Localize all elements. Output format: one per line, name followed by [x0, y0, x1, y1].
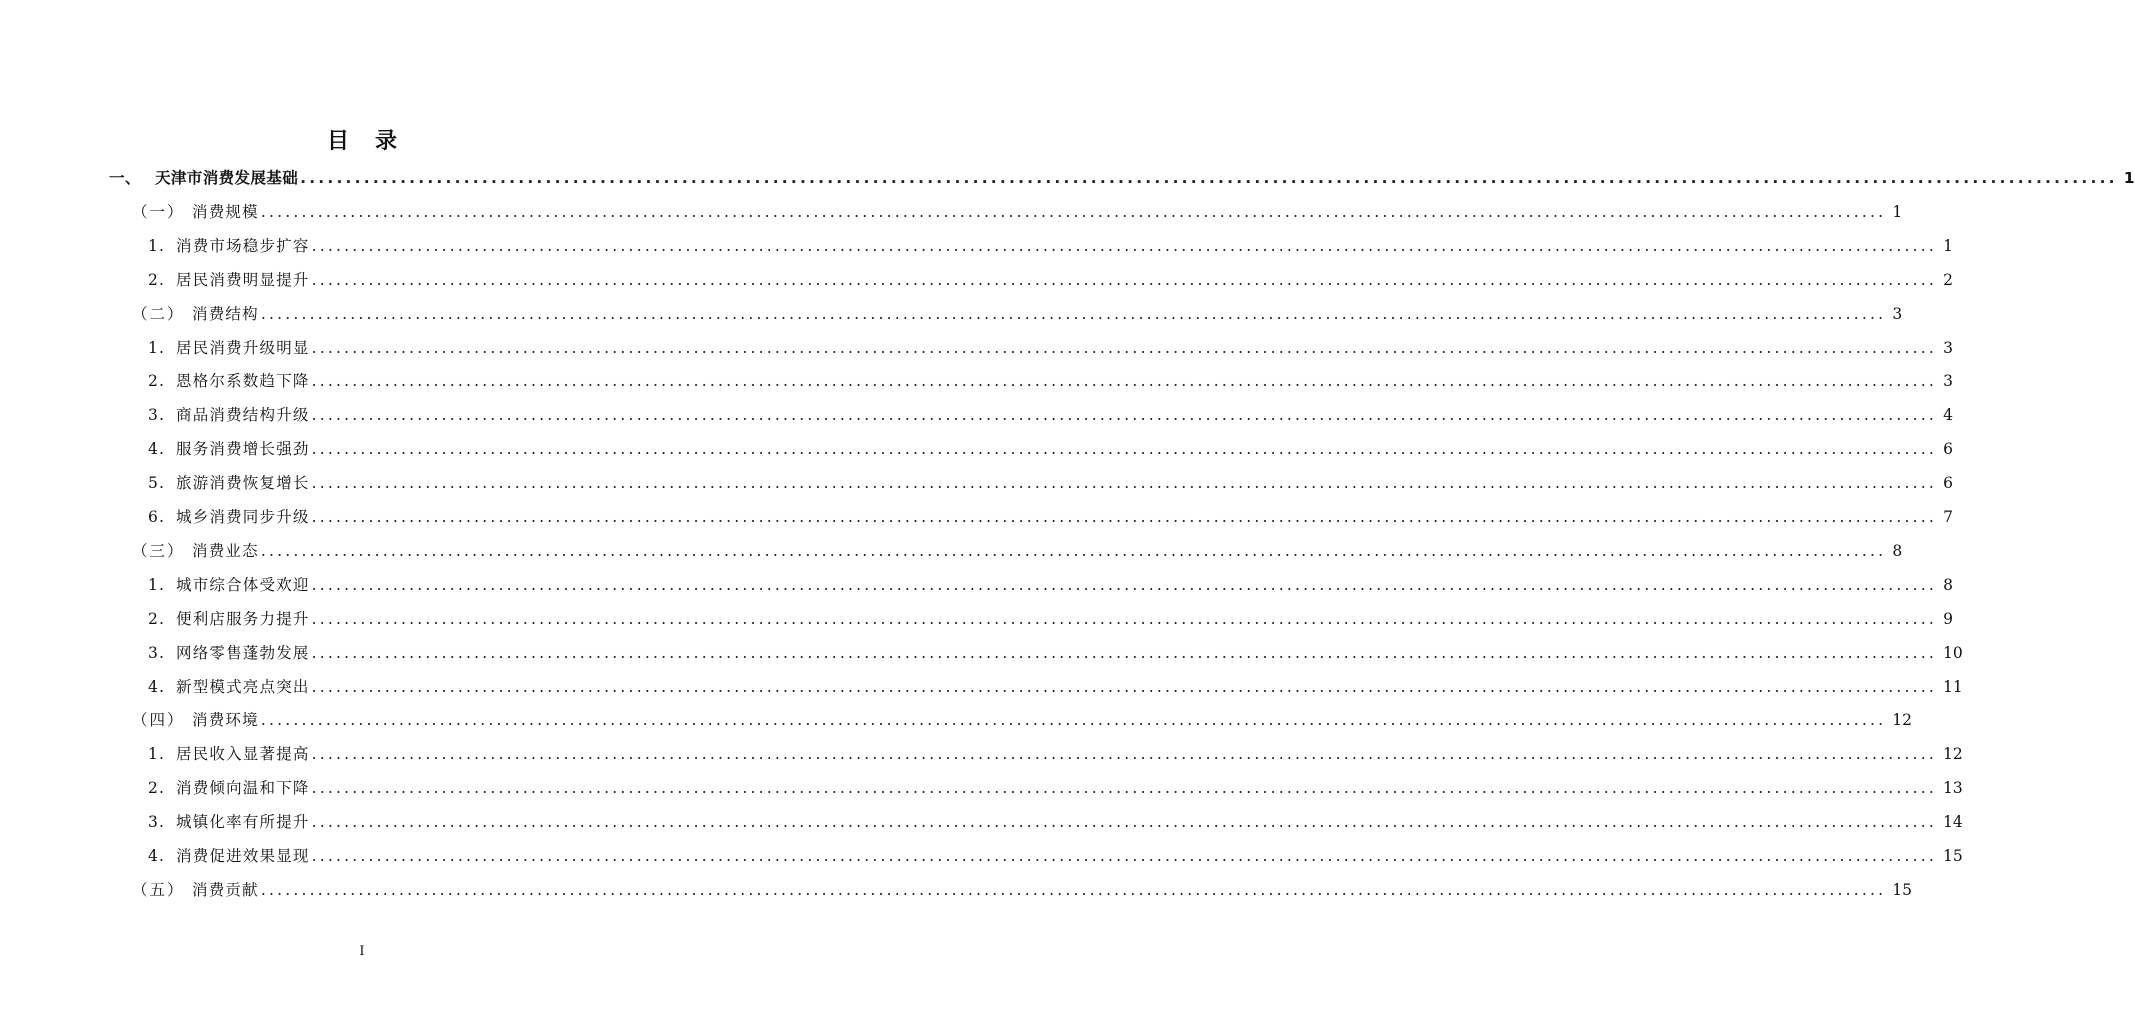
- page-footer-number: I: [359, 944, 365, 959]
- toc-dot-leader: ........................................................................................................................................................................................................: [311, 406, 1938, 425]
- toc-entry-label: [148, 369, 310, 393]
- toc-entry[interactable]: [132, 302, 1903, 326]
- toc-entry-page-number: 10: [1943, 643, 1963, 662]
- toc-dot-leader: ........................................................................................................................................................................................................: [260, 711, 1887, 730]
- toc-entry[interactable]: [132, 200, 1903, 224]
- toc-entry-label: [132, 878, 259, 902]
- toc-entry-number: 1.: [148, 338, 166, 357]
- toc-entry-page-number: 15: [1892, 880, 1912, 899]
- toc-entry-label: [148, 641, 310, 665]
- toc-entry[interactable]: [148, 369, 1954, 393]
- toc-entry-page-number: 11: [1943, 677, 1963, 696]
- toc-entry-number: 3.: [148, 406, 166, 425]
- toc-entry-label: [148, 336, 310, 360]
- toc-dot-leader: ........................................................................................................................................................................................................: [311, 338, 1938, 357]
- toc-entry-text: 消费促进效果显现: [176, 847, 310, 865]
- toc-entry[interactable]: [148, 268, 1954, 292]
- toc-entry-text: 旅游消费恢复增长: [176, 474, 310, 493]
- toc-entry-number: 4.: [148, 847, 166, 865]
- toc-entry-label: [148, 776, 310, 800]
- toc-entry-text: 消费结构: [192, 304, 259, 323]
- toc-entry-label: [109, 166, 298, 190]
- toc-entry-page-number: 6: [1943, 474, 1954, 493]
- toc-entry-text: 居民消费升级明显: [176, 338, 310, 357]
- toc-entry-number: 1.: [148, 575, 166, 594]
- toc-entry-number: 3.: [148, 643, 166, 662]
- toc-entry-text: 消费业态: [192, 541, 259, 560]
- toc-entry-page-number: 14: [1943, 813, 1963, 832]
- toc-dot-leader: ........................................................................................................................................................................................................: [311, 236, 1938, 255]
- toc-entry[interactable]: [148, 810, 1963, 834]
- toc-entry-text: 便利店服务力提升: [176, 609, 310, 628]
- toc-entry-text: 居民消费明显提升: [176, 270, 310, 289]
- toc-dot-leader: ........................................................................................................................................................................................................: [311, 677, 1938, 696]
- toc-entry-label: [148, 437, 310, 461]
- toc-entry-number: 1.: [148, 236, 166, 255]
- toc-dot-leader: ........................................................................................................................................................................................................: [311, 609, 1938, 628]
- toc-dot-leader: ........................................................................................................................................................................................................: [260, 304, 1887, 323]
- toc-title-left: 目: [326, 129, 349, 154]
- toc-title: [0, 124, 724, 155]
- toc-dot-leader: ........................................................................................................................................................................................................: [311, 270, 1938, 289]
- toc-entry-page-number: 4: [1943, 406, 1954, 425]
- toc-entry-page-number: 12: [1943, 745, 1963, 764]
- toc-entry[interactable]: [148, 675, 1963, 699]
- toc-entry-text: 服务消费增长强劲: [176, 440, 310, 459]
- toc-entry-text: 居民收入显著提高: [176, 745, 310, 764]
- toc-entry-page-number: 3: [1943, 338, 1954, 357]
- toc-entry-text: 网络零售蓬勃发展: [176, 643, 310, 662]
- toc-entry[interactable]: [132, 539, 1903, 563]
- toc-entry-text: 天津市消费发展基础: [155, 169, 299, 187]
- toc-entry-number: （三）: [132, 541, 185, 560]
- toc-entry-text: 消费市场稳步扩容: [176, 236, 310, 255]
- toc-entry-number: 2.: [148, 609, 166, 628]
- toc-entry[interactable]: [148, 505, 1954, 529]
- toc-entry[interactable]: [148, 844, 1963, 868]
- toc-entry-number: 一、: [109, 169, 141, 187]
- toc-dot-leader: ........................................................................................................................................................................................................: [311, 643, 1938, 662]
- toc-entry-label: [148, 234, 310, 258]
- toc-entry-label: [148, 810, 310, 834]
- toc-entry[interactable]: [132, 708, 1912, 732]
- toc-entry-text: 消费环境: [192, 711, 259, 730]
- toc-entry-text: 商品消费结构升级: [176, 406, 310, 425]
- toc-entry-number: （五）: [132, 880, 185, 899]
- toc-entry[interactable]: [148, 437, 1954, 461]
- toc-entry-label: [148, 471, 310, 495]
- toc-entry-number: （四）: [132, 711, 185, 730]
- toc-title-right: 录: [375, 129, 398, 154]
- toc-entry-label: [148, 268, 310, 292]
- toc-entry-page-number: 8: [1892, 541, 1903, 560]
- toc-entry-label: [148, 573, 310, 597]
- toc-entry-label: [132, 539, 259, 563]
- toc-entry-page-number: 6: [1943, 440, 1954, 459]
- toc-entry-text: 城乡消费同步升级: [176, 508, 310, 526]
- toc-entry-text: 消费倾向温和下降: [176, 779, 310, 798]
- toc-entry-number: 1.: [148, 745, 166, 764]
- toc-entry-number: 2.: [148, 270, 166, 289]
- toc-entry-page-number: 15: [1943, 847, 1963, 865]
- toc-dot-leader: ........................................................................................................................................................................................................: [311, 813, 1938, 832]
- toc-entry[interactable]: [148, 641, 1963, 665]
- toc-entry-label: [132, 708, 259, 732]
- toc-entry-label: [148, 844, 310, 868]
- toc-entry-text: 新型模式亮点突出: [176, 677, 310, 696]
- toc-entry-number: 5.: [148, 474, 166, 493]
- toc-entry-text: 恩格尔系数趋下降: [176, 372, 310, 391]
- toc-entry-page-number: 12: [1892, 711, 1912, 730]
- toc-entry-page-number: 1: [1943, 236, 1954, 255]
- toc-entry-page-number: 3: [1943, 372, 1954, 391]
- toc-entry-label: [148, 607, 310, 631]
- toc-entry-label: [148, 403, 310, 427]
- toc-entry-number: 2.: [148, 779, 166, 798]
- toc-entry[interactable]: [148, 234, 1954, 258]
- toc-entry-label: [148, 675, 310, 699]
- toc-entry-label: [148, 505, 310, 529]
- toc-dot-leader: ........................................................................................................................................................................................................: [311, 847, 1938, 865]
- toc-dot-leader: ........................................................................................................................................................................................................: [260, 541, 1887, 560]
- toc-entry-number: （二）: [132, 304, 185, 323]
- toc-entry-text: 消费规模: [192, 202, 259, 221]
- toc-entry[interactable]: [148, 607, 1954, 631]
- toc-dot-leader: ........................................................................................................................................................................................................: [311, 779, 1938, 798]
- toc-entry-page-number: 3: [1892, 304, 1903, 323]
- toc-entry-number: （一）: [132, 202, 185, 221]
- toc-entry-number: 3.: [148, 813, 166, 832]
- toc-entry-page-number: 13: [1943, 779, 1963, 798]
- toc-entry-number: 2.: [148, 372, 166, 391]
- toc-dot-leader: ........................................................................................................................................................................................................: [311, 440, 1938, 459]
- toc-entry-page-number: 1: [2123, 169, 2135, 187]
- toc-entry-page-number: 9: [1943, 609, 1954, 628]
- toc-entry-text: 城镇化率有所提升: [176, 813, 310, 832]
- toc-dot-leader: ........................................................................................................................................................................................................: [311, 575, 1938, 594]
- toc-entry-text: 消费贡献: [192, 880, 259, 899]
- toc-entry-page-number: 7: [1943, 508, 1954, 526]
- toc-entry-page-number: 2: [1943, 270, 1954, 289]
- toc-dot-leader: ........................................................................................................................................................................................................: [311, 372, 1938, 391]
- toc-entry[interactable]: [148, 573, 1954, 597]
- toc-entry-label: [148, 742, 310, 766]
- toc-dot-leader: ........................................................................................................................................................................................................: [260, 880, 1887, 899]
- toc-entry-label: [132, 200, 259, 224]
- toc-entry[interactable]: [132, 878, 1912, 902]
- toc-entry-number: 6.: [148, 508, 166, 526]
- toc-entry-page-number: 8: [1943, 575, 1954, 594]
- toc-entry[interactable]: [148, 776, 1963, 800]
- toc-entry-text: 城市综合体受欢迎: [176, 575, 310, 594]
- toc-dot-leader: ........................................................................................................................................................................................................: [311, 745, 1938, 764]
- toc-dot-leader: ........................................................................................................................................................................................................: [311, 474, 1938, 493]
- toc-entry[interactable]: [148, 336, 1954, 360]
- toc-dot-leader: ........................................................................................................................................................................................................: [260, 202, 1887, 221]
- toc-entry[interactable]: [148, 742, 1963, 766]
- toc-entry[interactable]: [148, 471, 1954, 495]
- toc-entry-number: 4.: [148, 440, 166, 459]
- toc-entry-label: [132, 302, 259, 326]
- toc-entry-page-number: 1: [1892, 202, 1903, 221]
- toc-dot-leader: ........................................................................................................................................................................................................: [300, 169, 2118, 187]
- toc-entry-number: 4.: [148, 677, 166, 696]
- toc-entry[interactable]: [148, 403, 1954, 427]
- toc-dot-leader: ........................................................................................................................................................................................................: [311, 508, 1938, 526]
- toc-entry[interactable]: [109, 166, 2135, 190]
